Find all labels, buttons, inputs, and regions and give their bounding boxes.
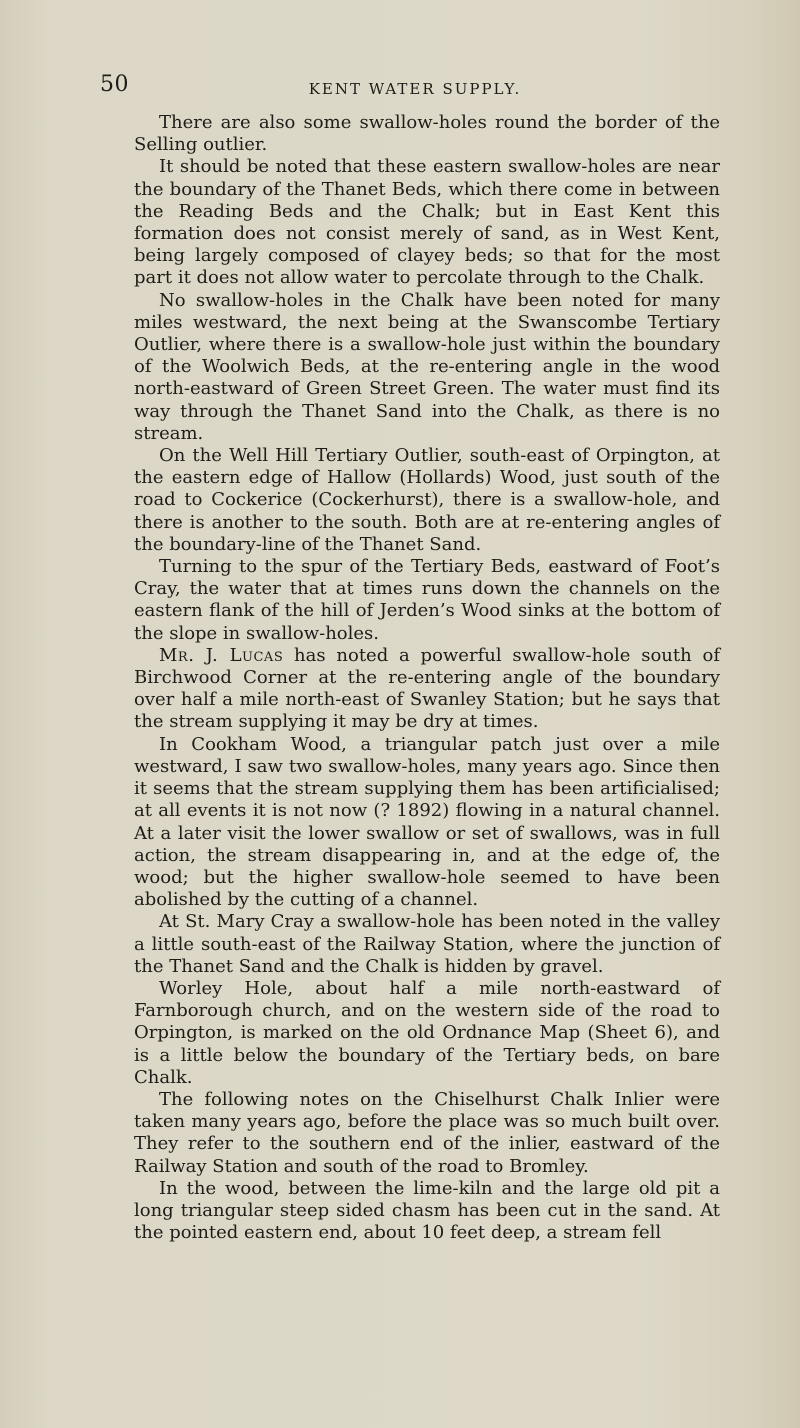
paragraph: In Cookham Wood, a triangular patch just over a mile westward, I saw two swallow-holes, many years ago. Since then it seems that the stream supplying them has been artificialised; at all events it is not now (? 1892) flowing in a natural channel. At a later visit the lower swallow or set of swallows, was in full action, the stream disappearing in, and at the edge of, the wood; but the higher swallow-hole seemed to have been abolished by the cutting of a channel. [134,733,720,911]
page-number: 50 [100,72,129,97]
paragraph: It should be noted that these eastern swallow-holes are near the boundary of the Thanet Beds, which there come in between the Reading Beds and the Chalk; but in East Kent this formation does not consist merely of sand, as in West Kent, being largely composed of clayey beds; so that for the most part it does not allow water to percolate through to the Chalk. [134,156,720,289]
paragraph: In the wood, between the lime-kiln and the large old pit a long triangular steep sided chasm has been cut in the sand. At the pointed eastern end, about 10 feet deep, a stream fell [134,1177,720,1244]
paragraph: There are also some swallow-holes round the border of the Selling outlier. [134,112,720,156]
paragraph: On the Well Hill Tertiary Outlier, south-east of Orpington, at the eastern edge of Hallow (Hollards) Wood, just south of the road to Cockerice (Cockerhurst), there is a swallow-hole, and there is another to the south. Both are at re-entering angles of the boundary-line of the Thanet Sand. [134,445,720,555]
running-head: KENT WATER SUPPLY. [308,80,522,98]
author-name: Mr. J. Lucas [159,644,284,666]
paragraph: Mr. J. Lucas has noted a powerful swallow-hole south of Birchwood Corner at the re-entering angle of the boundary over half a mile north-east of Swanley Station; but he says that the stream supplying it may be dry at times. [134,644,721,733]
paragraph: Turning to the spur of the Tertiary Beds, eastward of Foot’s Cray, the water that at times runs down the channels on the eastern flank of the hill of Jerden’s Wood sinks at the bottom of the slope in swallow-holes. [134,556,720,644]
paragraph: Worley Hole, about half a mile north-eastward of Farnborough church, and on the western side of the road to Orpington, is marked on the old Ordnance Map (Sheet 6), and is a little below the boundary of the Tertiary beds, on bare Chalk. [134,977,720,1088]
paragraph: At St. Mary Cray a swallow-hole has been noted in the valley a little south-east of the Railway Station, where the junction of the Thanet Sand and the Chalk is hidden by gravel. [134,911,720,977]
body-text [134,112,720,1244]
paragraph: No swallow-holes in the Chalk have been noted for many miles westward, the next being at the Swanscombe Tertiary Outlier, where there is a swallow-hole just within the boundary of the Woolwich Beds, at the re-entering angle in the wood north-eastward of Green Street Green. The water must find its way through the Thanet Sand into the Chalk, as there is no stream. [134,289,720,444]
paragraph: The following notes on the Chiselhurst Chalk Inlier were taken many years ago, before the place was so much built over. They refer to the southern end of the inlier, eastward of the Railway Station and south of the road to Bromley. [134,1088,720,1177]
